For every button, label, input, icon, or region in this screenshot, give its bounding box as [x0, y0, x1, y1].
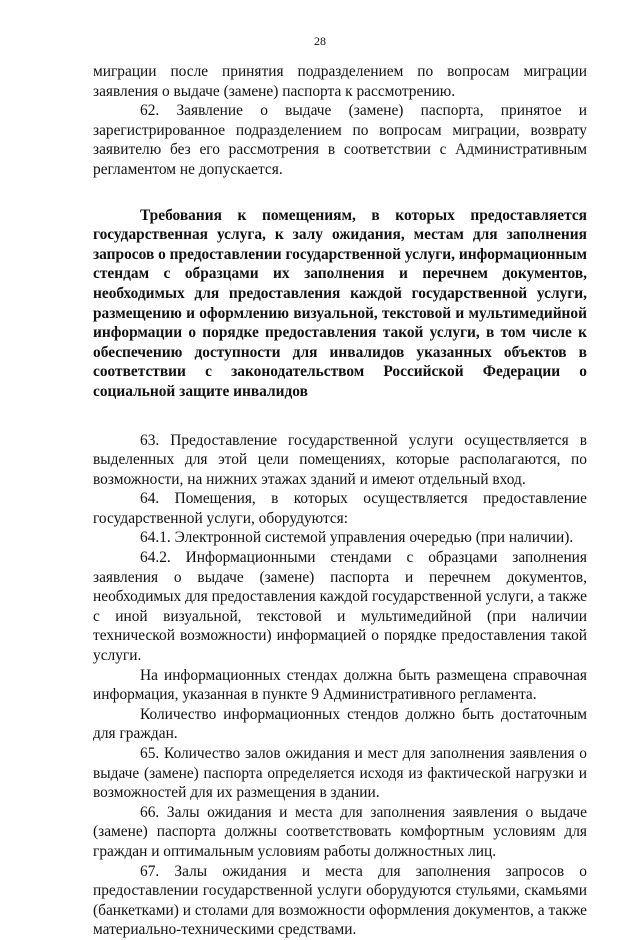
- paragraph-66: 66. Залы ожидания и места для заполнения заявления о выдаче (замене) паспорта должны соответствовать комфортным условиям для граждан и оптимальным условиям работы должностных лиц.: [93, 803, 587, 860]
- paragraph-stands-count: Количество информационных стендов должно быть достаточным для граждан.: [93, 705, 587, 743]
- document-body: [93, 62, 587, 940]
- section-heading: Требования к помещениям, в которых предоставляется государственная услуга, к залу ожидания, местам для заполнения запросов о предоставлении государственной услуги, информационным стендам с образцами их заполнения и перечнем документов, необходимых для предоставления каждой государственной услуги, размещению и оформлению визуальной, текстовой и мультимедийной информации о порядке предоставления такой услуги, в том числе к обеспечению доступности для инвалидов указанных объектов в соответствии с законодательством Российской Федерации о социальной защите инвалидов: [93, 206, 587, 400]
- paragraph-65: 65. Количество залов ожидания и мест для заполнения заявления о выдаче (замене) паспорта определяется исходя из фактической нагрузки и возможностей для их размещения в здании.: [93, 745, 587, 802]
- paragraph-63: 63. Предоставление государственной услуги осуществляется в выделенных для этой цели помещениях, которые располагаются, по возможности, на нижних этажах зданий и имеют отдельный вход.: [93, 431, 587, 488]
- page-number: 28: [314, 34, 326, 48]
- paragraph-stands-info: На информационных стендах должна быть размещена справочная информация, указанная в пункте 9 Административного регламента.: [93, 666, 587, 704]
- paragraph-67: 67. Залы ожидания и места для заполнения запросов о предоставлении государственной услуги оборудуются стульями, скамьями (банкетками) и столами для возможности оформления документов, а также материально-техническими средствами.: [93, 862, 587, 939]
- paragraph-64: 64. Помещения, в которых осуществляется предоставление государственной услуги, оборудуются:: [93, 490, 587, 527]
- paragraph-62: 62. Заявление о выдаче (замене) паспорта, принятое и зарегистрированное подразделением по вопросам миграции, возврату заявителю без его рассмотрения в соответствии с Административным регламентом не допускается.: [93, 102, 587, 178]
- paragraph-64-1: 64.1. Электронной системой управления очередью (при наличии).: [140, 529, 574, 547]
- paragraph-64-2: 64.2. Информационными стендами с образцами заполнения заявления о выдаче (замене) паспорта и перечнем документов, необходимых для предоставления каждой государственной услуги, а также с иной визуальной, текстовой и мультимедийной (при наличии технической возможности) информацией о порядке предоставления такой услуги.: [93, 549, 587, 665]
- paragraph-continuation: миграции после принятия подразделением по вопросам миграции заявления о выдаче (замене) паспорта к рассмотрению.: [93, 63, 587, 100]
